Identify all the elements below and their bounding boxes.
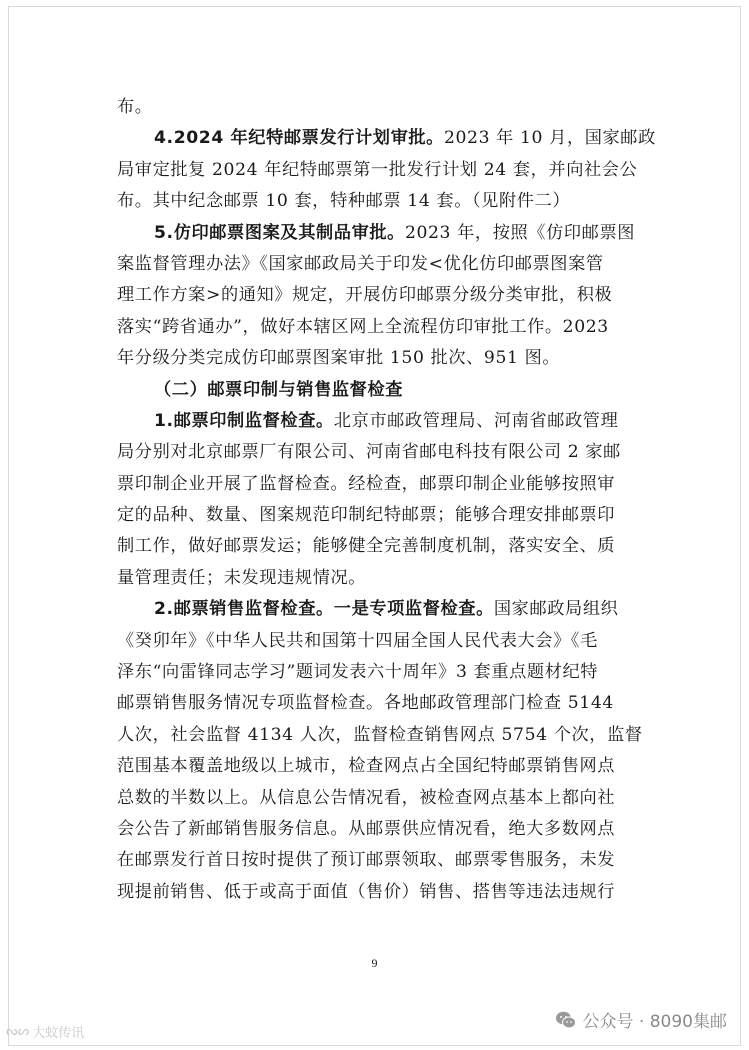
bold-heading-text: 1.邮票印制监督检查。 xyxy=(154,410,334,431)
text-line xyxy=(117,280,632,311)
text-line xyxy=(117,469,632,500)
body-text: 泽东“向雷锋同志学习”题词发表六十周年》3 套重点题材纪特 xyxy=(117,662,599,683)
text-line xyxy=(117,312,632,343)
body-text: 邮票销售服务情况专项监督检查。各地邮政管理部门检查 5144 xyxy=(117,693,614,714)
body-text: 《癸卯年》《中华人民共和国第十四届全国人民代表大会》《毛 xyxy=(117,630,598,651)
text-line xyxy=(117,720,643,751)
body-text: 局分别对北京邮票厂有限公司、河南省邮电科技有限公司 2 家邮 xyxy=(117,442,621,463)
body-text: 国家邮政局组织 xyxy=(493,599,619,620)
bold-heading-text: 5.仿印邮票图案及其制品审批。 xyxy=(154,222,405,243)
body-text: 布。 xyxy=(117,97,153,117)
watermark-logo-icon: ᔓᔕ xyxy=(6,1024,30,1039)
text-line xyxy=(117,375,632,406)
watermark-right xyxy=(555,1007,727,1032)
text-line xyxy=(117,500,632,531)
bold-heading-text: （二）邮票印制与销售监督检查 xyxy=(154,379,404,400)
body-text: 2023 年 10 月，国家邮政 xyxy=(443,128,656,149)
body-text: 北京市邮政管理局、河南省邮政管理 xyxy=(333,410,619,431)
text-line xyxy=(117,626,632,657)
text-line xyxy=(117,688,632,719)
body-text: 理工作方案>的通知》规定，开展仿印邮票分级分类审批，积极 xyxy=(117,285,613,306)
text-line xyxy=(117,657,632,688)
watermark-right-text: 公众号 · 8090集邮 xyxy=(582,1012,727,1032)
body-text: 局审定批复 2024 年纪特邮票第一批发行计划 24 套，并向社会公 xyxy=(117,159,638,180)
body-text: 人次，社会监督 4134 人次，监督检查销售网点 5754 个次，监督 xyxy=(117,724,643,745)
body-text: 制工作，做好邮票发运；能够健全完善制度机制，落实安全、质 xyxy=(117,536,616,557)
bold-heading-text: 2.邮票销售监督检查。一是专项监督检查。 xyxy=(154,599,494,620)
body-text: 总数的半数以上。从信息公告情况看，被检查网点基本上都向社 xyxy=(117,787,616,808)
text-line xyxy=(117,406,632,437)
body-text: 布。其中纪念邮票 10 套，特种邮票 14 套。（见附件二） xyxy=(117,191,571,212)
text-line xyxy=(117,594,632,625)
body-text: 现提前销售、低于或高于面值（售价）销售、搭售等违法违规行 xyxy=(117,881,616,902)
text-line xyxy=(117,437,632,468)
text-line xyxy=(117,814,632,845)
text-line xyxy=(117,563,632,594)
wechat-icon xyxy=(555,1010,577,1030)
bold-heading-text: 4.2024 年纪特邮票发行计划审批。 xyxy=(154,128,444,149)
text-line xyxy=(117,123,656,154)
body-text: 年分级分类完成仿印邮票图案审批 150 批次、951 图。 xyxy=(117,348,561,369)
text-line xyxy=(117,343,632,374)
body-text: 票印制企业开展了监督检查。经检查，邮票印制企业能够按照审 xyxy=(117,473,616,494)
text-line xyxy=(117,92,632,123)
body-text: 量管理责任；未发现违规情况。 xyxy=(117,567,367,588)
text-line xyxy=(117,751,632,782)
document-body xyxy=(117,92,656,908)
text-line xyxy=(117,783,632,814)
body-text: 落实“跨省通办”，做好本辖区网上全流程仿印审批工作。2023 xyxy=(117,316,609,337)
text-line xyxy=(117,155,638,186)
text-line xyxy=(117,186,632,217)
body-text: 范围基本覆盖地级以上城市，检查网点占全国纪特邮票销售网点 xyxy=(117,756,616,777)
body-text: 定的品种、数量、图案规范印制纪特邮票；能够合理安排邮票印 xyxy=(117,505,616,526)
body-text: 案监督管理办法》《国家邮政局关于印发<优化仿印邮票图案管 xyxy=(117,253,604,274)
text-line xyxy=(117,877,632,908)
body-text: 在邮票发行首日按时提供了预订邮票领取、邮票零售服务，未发 xyxy=(117,850,616,871)
text-line xyxy=(117,845,632,876)
body-text: 会公告了新邮销售服务信息。从邮票供应情况看，绝大多数网点 xyxy=(117,818,616,839)
text-line xyxy=(117,218,636,249)
body-text: 2023 年，按照《仿印邮票图 xyxy=(404,222,636,243)
watermark-left xyxy=(6,1022,84,1041)
text-line xyxy=(117,249,632,280)
page-number: 9 xyxy=(371,956,378,970)
text-line xyxy=(117,531,632,562)
watermark-left-text: 大蚊传讯 xyxy=(32,1026,85,1041)
